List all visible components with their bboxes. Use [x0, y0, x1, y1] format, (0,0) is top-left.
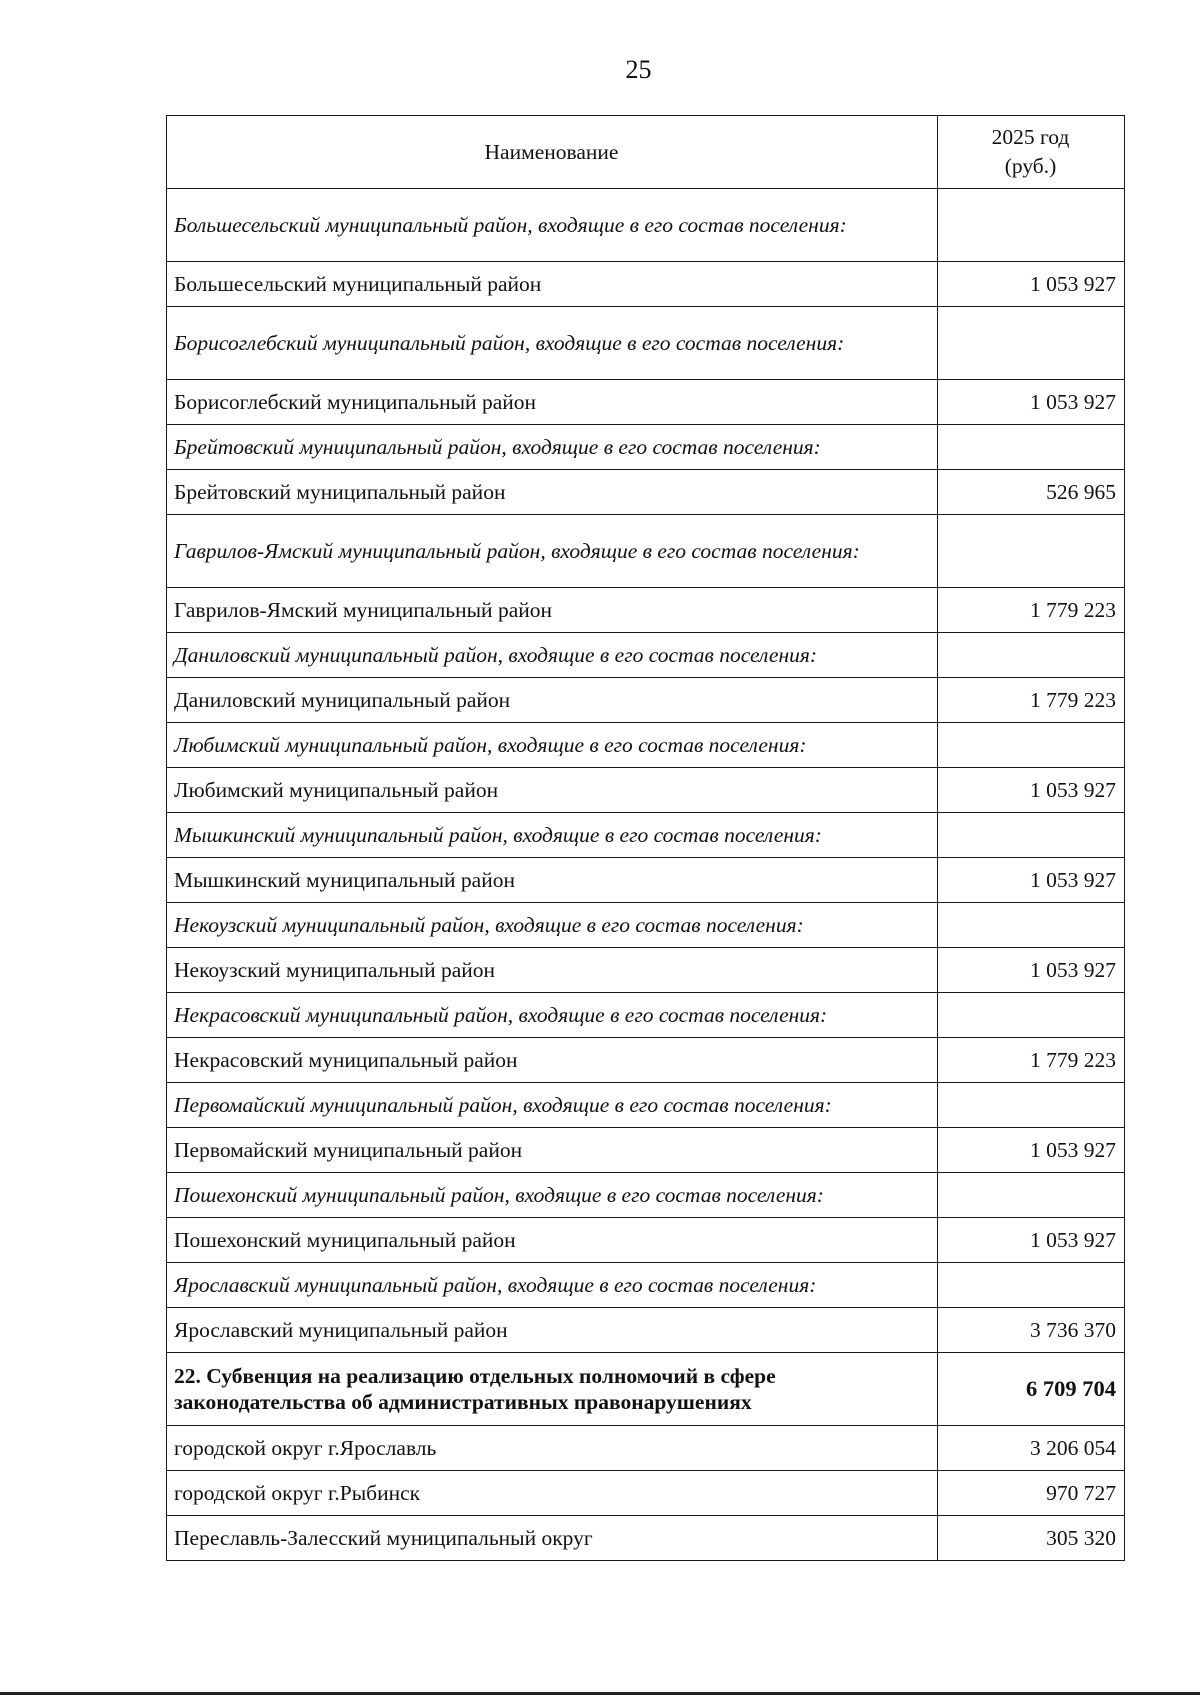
row-name: Гаврилов-Ямский муниципальный район, входящие в его состав поселения: — [167, 515, 938, 588]
row-amount: 1 053 927 — [938, 858, 1125, 903]
table-row — [167, 1308, 1125, 1353]
row-name: Мышкинский муниципальный район, входящие в его состав поселения: — [167, 813, 938, 858]
row-amount — [938, 515, 1125, 588]
row-name: городской округ г.Ярославль — [167, 1426, 938, 1471]
table-row-section-total — [167, 1353, 1125, 1426]
row-name: Большесельский муниципальный район, входящие в его состав поселения: — [167, 189, 938, 262]
table-row — [167, 425, 1125, 470]
row-amount: 970 727 — [938, 1471, 1125, 1516]
column-header-year: 2025 год — [991, 125, 1070, 149]
table-row — [167, 768, 1125, 813]
row-amount — [938, 1083, 1125, 1128]
row-amount: 1 053 927 — [938, 768, 1125, 813]
column-header-name: Наименование — [167, 116, 938, 189]
row-amount: 1 053 927 — [938, 1218, 1125, 1263]
row-amount: 1 053 927 — [938, 1128, 1125, 1173]
budget-table — [166, 115, 1125, 1561]
row-amount: 1 053 927 — [938, 380, 1125, 425]
table-row — [167, 1038, 1125, 1083]
row-amount — [938, 307, 1125, 380]
row-name: Пошехонский муниципальный район — [167, 1218, 938, 1263]
row-amount: 1 779 223 — [938, 678, 1125, 723]
table-row — [167, 633, 1125, 678]
row-amount: 3 736 370 — [938, 1308, 1125, 1353]
row-name: Брейтовский муниципальный район — [167, 470, 938, 515]
row-name: Брейтовский муниципальный район, входящие в его состав поселения: — [167, 425, 938, 470]
row-amount — [938, 189, 1125, 262]
row-amount — [938, 813, 1125, 858]
row-name: Некрасовский муниципальный район, входящие в его состав поселения: — [167, 993, 938, 1038]
row-amount: 1 053 927 — [938, 262, 1125, 307]
page-number: 25 — [625, 55, 652, 84]
table-row — [167, 470, 1125, 515]
row-name: Борисоглебский муниципальный район — [167, 380, 938, 425]
table-row — [167, 380, 1125, 425]
row-amount: 3 206 054 — [938, 1426, 1125, 1471]
row-amount — [938, 633, 1125, 678]
row-name: Мышкинский муниципальный район — [167, 858, 938, 903]
row-name: Некрасовский муниципальный район — [167, 1038, 938, 1083]
page-bottom-edge — [0, 1692, 1200, 1695]
table-row — [167, 1083, 1125, 1128]
table-row — [167, 1263, 1125, 1308]
row-amount: 1 779 223 — [938, 1038, 1125, 1083]
table-row — [167, 307, 1125, 380]
row-amount — [938, 1263, 1125, 1308]
row-amount — [938, 723, 1125, 768]
row-name: Любимский муниципальный район — [167, 768, 938, 813]
table-row — [167, 858, 1125, 903]
table-row — [167, 1218, 1125, 1263]
table-row — [167, 993, 1125, 1038]
row-name: городской округ г.Рыбинск — [167, 1471, 938, 1516]
row-amount: 6 709 704 — [938, 1353, 1125, 1426]
row-name: Пошехонский муниципальный район, входящие в его состав поселения: — [167, 1173, 938, 1218]
row-name: Ярославский муниципальный район, входящие в его состав поселения: — [167, 1263, 938, 1308]
table-row — [167, 1471, 1125, 1516]
row-amount: 526 965 — [938, 470, 1125, 515]
row-amount: 1 779 223 — [938, 588, 1125, 633]
row-name: Некоузский муниципальный район — [167, 948, 938, 993]
table-row — [167, 948, 1125, 993]
table-body — [167, 189, 1125, 1561]
row-amount: 305 320 — [938, 1516, 1125, 1561]
row-name: Даниловский муниципальный район, входящие в его состав поселения: — [167, 633, 938, 678]
row-amount: 1 053 927 — [938, 948, 1125, 993]
table-row — [167, 1426, 1125, 1471]
column-header-unit: (руб.) — [1004, 154, 1057, 178]
row-name: Борисоглебский муниципальный район, входящие в его состав поселения: — [167, 307, 938, 380]
row-name: Первомайский муниципальный район — [167, 1128, 938, 1173]
table-row — [167, 1128, 1125, 1173]
row-amount — [938, 1173, 1125, 1218]
row-name: Даниловский муниципальный район — [167, 678, 938, 723]
row-amount — [938, 425, 1125, 470]
table-row — [167, 262, 1125, 307]
table-row — [167, 903, 1125, 948]
table-row — [167, 515, 1125, 588]
row-name: 22. Субвенция на реализацию отдельных полномочий в сфере законодательства об административных правонарушениях — [167, 1353, 938, 1426]
table-row — [167, 678, 1125, 723]
row-name: Первомайский муниципальный район, входящие в его состав поселения: — [167, 1083, 938, 1128]
row-name: Большесельский муниципальный район — [167, 262, 938, 307]
table-row — [167, 588, 1125, 633]
row-name: Ярославский муниципальный район — [167, 1308, 938, 1353]
row-name: Некоузский муниципальный район, входящие в его состав поселения: — [167, 903, 938, 948]
table-row — [167, 813, 1125, 858]
table-row — [167, 723, 1125, 768]
table-header-row — [167, 116, 1125, 189]
column-header-amount — [938, 116, 1125, 189]
row-amount — [938, 903, 1125, 948]
row-amount — [938, 993, 1125, 1038]
row-name: Гаврилов-Ямский муниципальный район — [167, 588, 938, 633]
table-row — [167, 1516, 1125, 1561]
table-row — [167, 1173, 1125, 1218]
row-name: Переславль-Залесский муниципальный округ — [167, 1516, 938, 1561]
row-name: Любимский муниципальный район, входящие в его состав поселения: — [167, 723, 938, 768]
table-row — [167, 189, 1125, 262]
